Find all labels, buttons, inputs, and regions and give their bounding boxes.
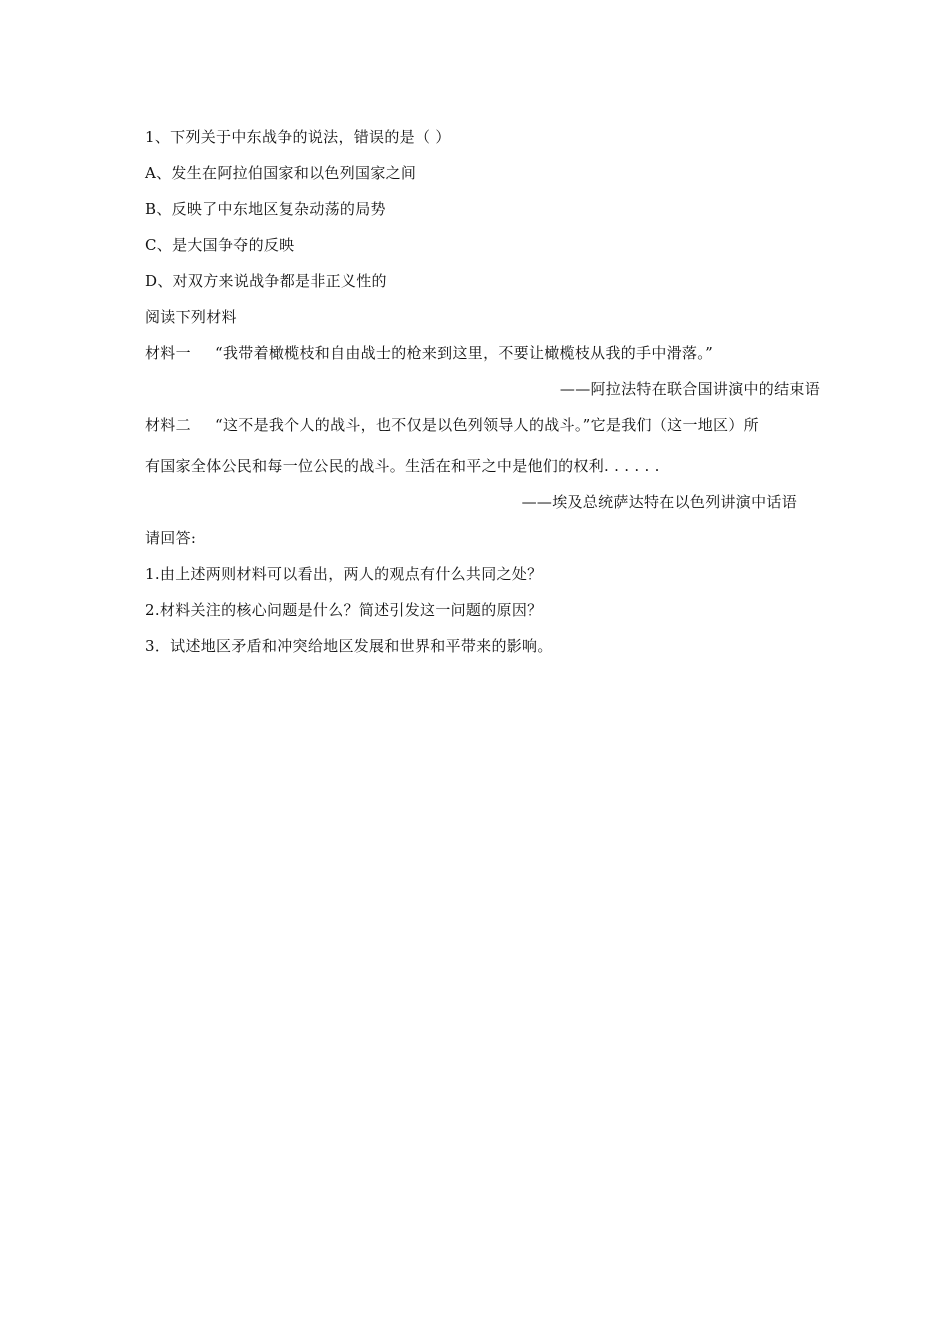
sub-question-3: 3．试述地区矛盾和冲突给地区发展和世界和平带来的影响。 (145, 637, 553, 655)
material-2-quote-line-1: “这不是我个人的战斗，也不仅是以色列领导人的战斗。”它是我们（这一地区）所 (215, 416, 759, 434)
sub-question-1: 1.由上述两则材料可以看出，两人的观点有什么共同之处？ (145, 565, 543, 583)
option-b: B、反映了中东地区复杂动荡的局势 (145, 200, 386, 218)
question-1-stem: 1、下列关于中东战争的说法，错误的是（ ） (145, 128, 451, 146)
material-2-source: ——埃及总统萨达特在以色列讲演中话语 (521, 493, 797, 511)
material-1-quote: “我带着橄榄枝和自由战士的枪来到这里，不要让橄榄枝从我的手中滑落。” (215, 344, 714, 362)
material-1-source: ——阿拉法特在联合国讲演中的结束语 (559, 380, 820, 398)
material-2 (145, 415, 759, 435)
option-a: A、发生在阿拉伯国家和以色列国家之间 (145, 164, 417, 182)
material-2-label: 材料二 (145, 416, 191, 434)
reading-intro: 阅读下列材料 (145, 308, 237, 326)
option-c: C、是大国争夺的反映 (145, 236, 295, 254)
material-2-quote-line-2: 有国家全体公民和每一位公民的战斗。生活在和平之中是他们的权利. . . . . . (145, 457, 660, 475)
material-1-label: 材料一 (145, 344, 191, 362)
sub-question-2: 2.材料关注的核心问题是什么？简述引发这一问题的原因？ (145, 601, 543, 619)
material-1 (145, 343, 713, 363)
answer-prompt: 请回答: (145, 529, 197, 547)
option-d: D、对双方来说战争都是非正义性的 (145, 272, 387, 290)
